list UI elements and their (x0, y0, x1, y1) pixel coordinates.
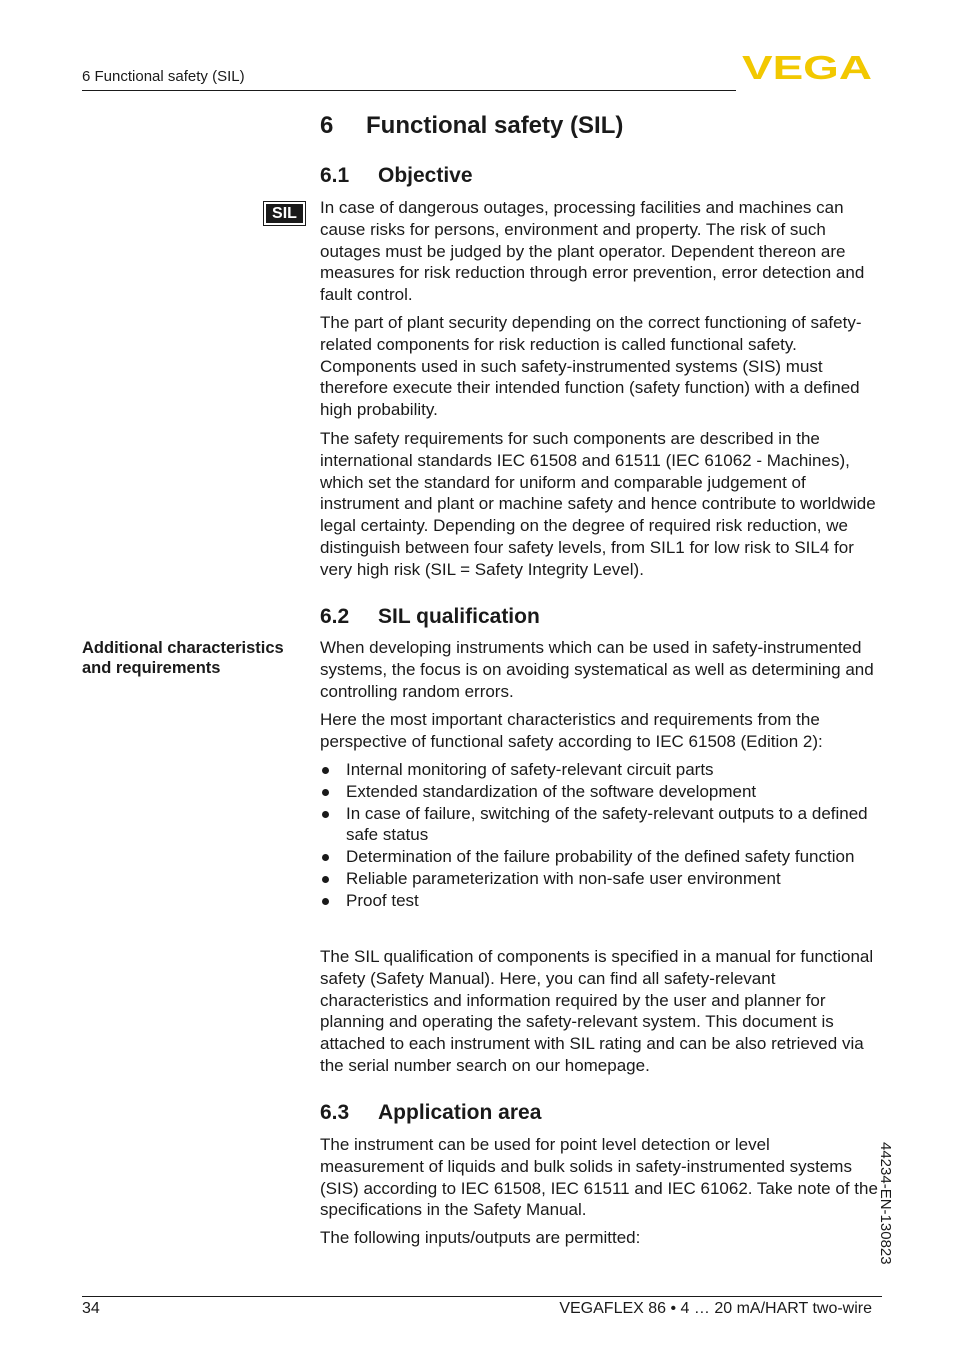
footer-rule (82, 1296, 882, 1297)
paragraph: The following inputs/outputs are permitted: (320, 1228, 641, 1247)
header-rule (82, 90, 736, 91)
svg-text:VEGA: VEGA (742, 52, 872, 82)
list-item: Extended standardization of the software development (320, 781, 878, 803)
section-title: SIL qualification (378, 605, 540, 628)
paragraph: The safety requirements for such components are described in the international standards IEC 61508 and 61511 (IEC 61062 - Machines), which set the standard for uniform and comparable judgement of instrument and plant or machine safety and hence contribute to worldwide legal certainty. Depending on the degree of required risk reduction, we distinguish between four safety levels, from SIL1 for low risk to SIL4 for very high risk (SIL = Safety Integrity Level). (320, 429, 876, 579)
requirements-list (320, 759, 878, 912)
paragraph: The instrument can be used for point level detection or level measurement of liquids and bulk solids in safety-instrumented systems (SIS) according to IEC 61508, IEC 61511 and IEC 61062. Take note of the specifications in the Safety Manual. (320, 1135, 878, 1220)
vega-logo (742, 52, 872, 82)
section-heading-objective (320, 164, 473, 188)
list-item: Internal monitoring of safety-relevant circuit parts (320, 759, 878, 781)
section-title: Objective (378, 164, 473, 187)
chapter-number: 6 (320, 112, 334, 139)
chapter-title: Functional safety (SIL) (366, 112, 624, 139)
section-title: Application area (378, 1101, 542, 1124)
paragraph: Here the most important characteristics and requirements from the perspective of functional safety according to IEC 61508 (Edition 2): (320, 710, 823, 751)
document-code: 44234-EN-130823 (877, 1142, 894, 1265)
section-heading-application-area (320, 1101, 541, 1125)
section-number: 6.3 (320, 1101, 350, 1124)
section-heading-sil-qualification (320, 605, 540, 629)
paragraph: The part of plant security depending on the correct functioning of safety-related components for risk reduction is called functional safety. Components used in such safety-instrumented systems (SIS) must therefore execute their intended function (safety function) with a defined high probability. (320, 313, 862, 420)
sil-badge-label: SIL (266, 204, 303, 223)
product-name: VEGAFLEX 86 • 4 … 20 mA/HART two-wire (559, 1300, 872, 1317)
section-number: 6.2 (320, 605, 350, 628)
paragraph: The SIL qualification of components is specified in a manual for functional safety (Safety Manual). Here, you can find all safety-relevant characteristics and information required by the user and planner for planning and operating the safety-relevant system. This document is attached to each instrument with SIL rating and can be also retrieved via the serial number search on our homepage. (320, 947, 874, 1075)
paragraph: When developing instruments which can be used in safety-instrumented systems, the focus is on avoiding systematical as well as determining and controlling random errors. (320, 638, 874, 701)
page-number: 34 (82, 1300, 100, 1317)
chapter-heading (320, 112, 623, 140)
margin-label: Additional characteristics and requirements (82, 639, 284, 677)
list-item: Determination of the failure probability of the defined safety function (320, 846, 878, 868)
list-item: In case of failure, switching of the safety-relevant outputs to a defined safe status (320, 803, 878, 847)
list-item: Reliable parameterization with non-safe user environment (320, 868, 878, 890)
sil-badge (263, 201, 306, 226)
paragraph: In case of dangerous outages, processing facilities and machines can cause risks for persons, environment and property. The risk of such outages must be judged by the plant operator. Dependent thereon are measures for risk reduction through error prevention, error detection and fault control. (320, 198, 865, 305)
list-item: Proof test (320, 890, 878, 912)
section-number: 6.1 (320, 164, 350, 187)
running-header-title: 6 Functional safety (SIL) (82, 68, 245, 85)
